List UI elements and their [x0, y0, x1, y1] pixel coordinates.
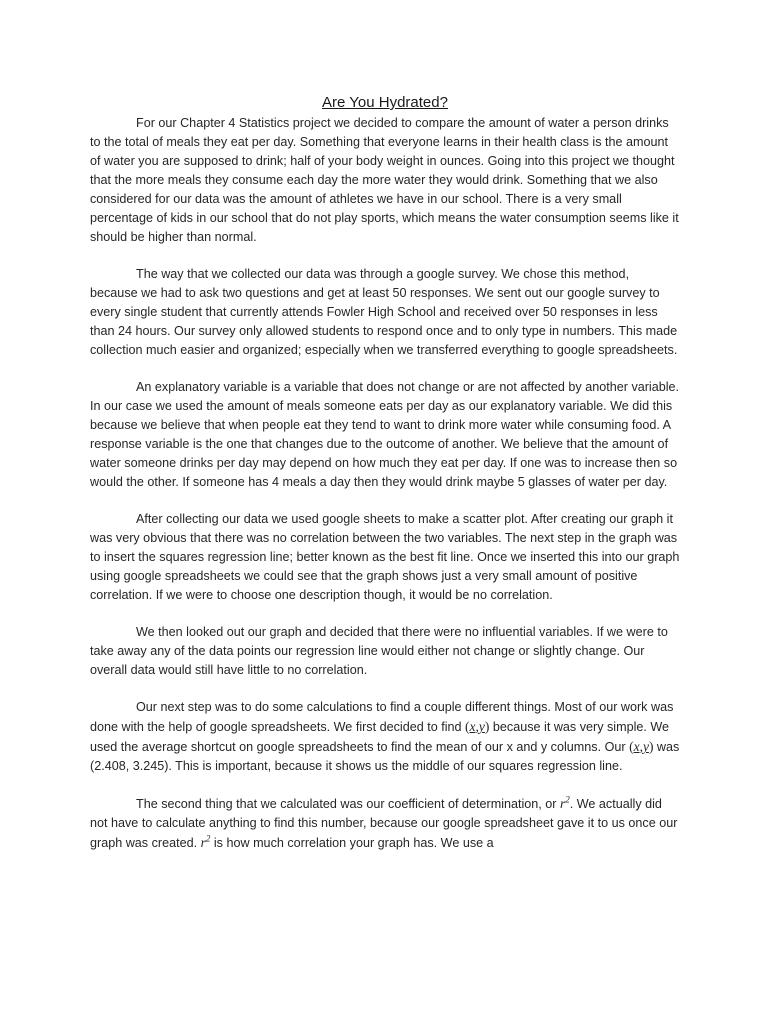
paragraph-data-collection: The way that we collected our data was through a google survey. We chose this method, because we had to ask two questions and get at least 50 responses. We sent out our google survey to every single student that currently attends Fowler High School and received over 50 responses in less than 24 hours. Our survey only allowed students to respond once and to only type in numbers. This made collection much easier and organized; especially when we transferred everything to google spreadsheets. — [90, 267, 678, 357]
paragraph-calculations — [90, 698, 680, 776]
text-segment: was (2.408, 3.245). This is important, because it shows us the middle of our squares regression line. — [90, 740, 680, 773]
text-segment: is how much correlation your graph has. We use a — [210, 836, 494, 850]
text-segment: Our next step was to do some calculations to find a couple different things. Most of our work was done with the help of google spreadsheets. We first decided to find — [90, 700, 674, 734]
r-squared-notation: $r^2$ — [200, 833, 211, 850]
text-segment: . We actually did not have to calculate anything to find this number, because our google spreadsheet gave it to us once our graph was created. — [90, 797, 678, 850]
mean-point-notation: (x,y) — [465, 719, 490, 734]
document-title: Are You Hydrated? — [322, 94, 448, 111]
text-segment: The second thing that we calculated was our coefficient of determination, or — [136, 797, 560, 811]
paragraph-variables: An explanatory variable is a variable that does not change or are not affected by another variable. In our case we used the amount of meals someone eats per day as our explanatory variable. We did this because we believe that when people eat they tend to want to drink more water while consuming food. A response variable is the one that changes due to the outcome of another. We believe that the amount of water someone drinks per day may depend on how much they eat per day. If one was to increase then so would the other. If someone has 4 meals a day then they would drink maybe 5 glasses of water per day. — [90, 380, 680, 489]
paragraph-scatter-plot: After collecting our data we used google sheets to make a scatter plot. After creating our graph it was very obvious that there was no correlation between the two variables. The next step in the graph was to insert the squares regression line; better known as the best fit line. Once we inserted this into our graph using google spreadsheets we could see that the graph shows just a very small amount of positive correlation. If we were to choose one description though, it would be no correlation. — [90, 512, 680, 602]
paragraph-intro: For our Chapter 4 Statistics project we decided to compare the amount of water a person drinks to the total of meals they eat per day. Something that everyone learns in their health class is the amount of water you are supposed to drink; half of your body weight in ounces. Going into this project we thought that the more meals they consume each day the more water they would drink. Something that we also considered for our data was the amount of athletes we have in our school. There is a very small percentage of kids in our school that do not play sports, which means the water consumption seems like it should be higher than normal. — [90, 116, 679, 244]
text-segment: because it was very simple. We used the average shortcut on google spreadsheets to find the mean of our x and y columns. Our — [90, 720, 670, 754]
r-squared-notation: $r^2$ — [560, 794, 570, 811]
paragraph-coefficient — [90, 794, 680, 853]
document-page — [90, 92, 680, 871]
mean-point-notation: (x,y) — [629, 739, 654, 754]
paragraph-influential: We then looked out our graph and decided that there were no influential variables. If we were to take away any of the data points our regression line would either not change or slightly change. Our overall data would still have little to no correlation. — [90, 625, 668, 677]
